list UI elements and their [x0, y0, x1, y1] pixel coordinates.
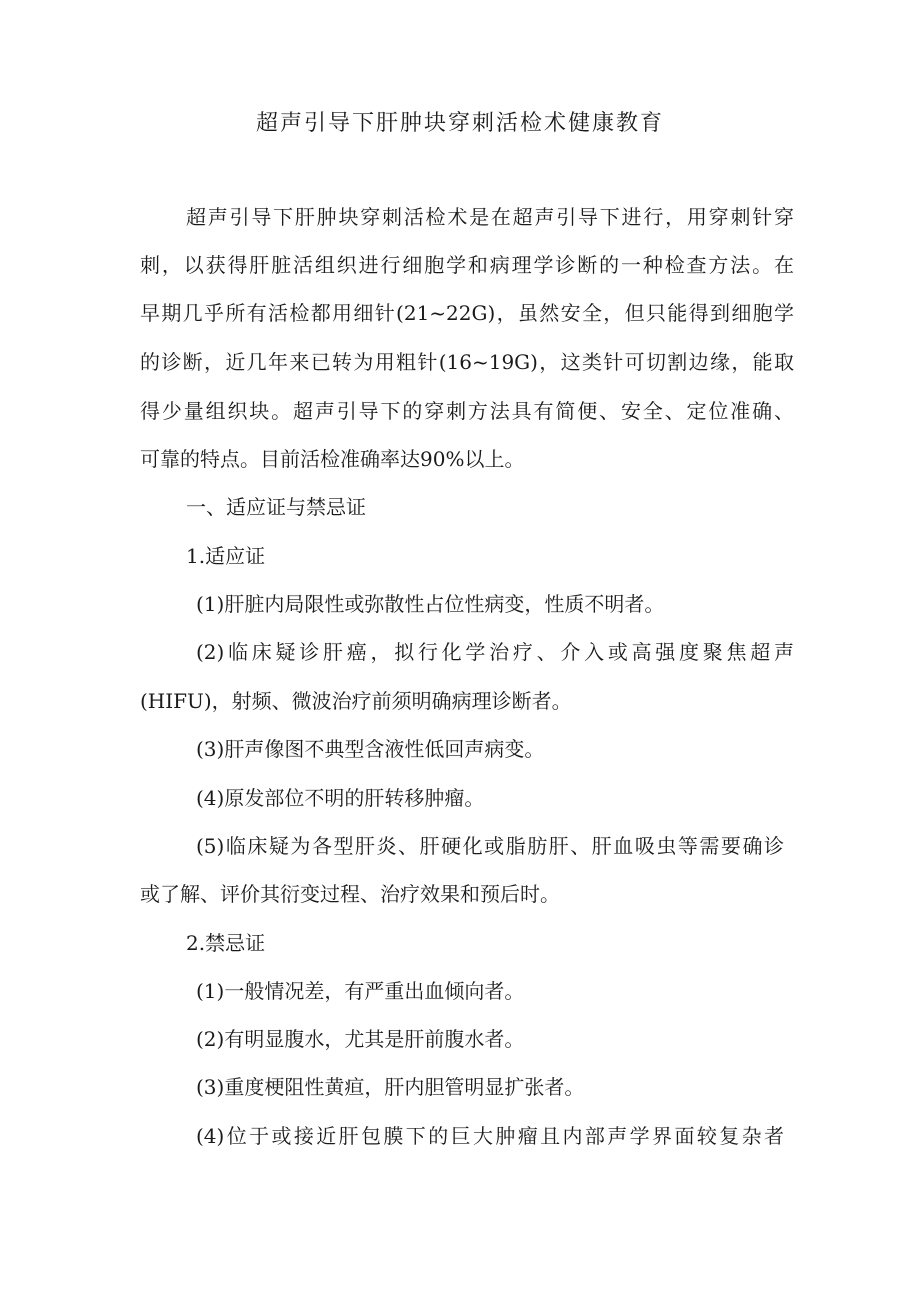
contraindication-item-3: (3)重度梗阻性黄疸，肝内胆管明显扩张者。 [196, 1075, 585, 1099]
section-heading: 一、适应证与禁忌证 [186, 495, 366, 519]
indications-heading: 1.适应证 [186, 544, 266, 568]
contraindication-item-2: (2)有明显腹水，尤其是肝前腹水者。 [196, 1027, 525, 1051]
intro-line-3: 早期几乎所有活检都用细针(21~22G)，虽然安全，但只能得到细胞学 [140, 301, 794, 325]
intro-line-1: 超声引导下肝肿块穿刺活检术是在超声引导下进行，用穿刺针穿 [186, 205, 794, 229]
indication-item-5-line-1: (5)临床疑为各型肝炎、肝硬化或脂肪肝、肝血吸虫等需要确诊 [196, 834, 784, 858]
contraindications-heading: 2.禁忌证 [186, 931, 266, 955]
contraindication-item-1: (1)一般情况差，有严重出血倾向者。 [196, 979, 525, 1003]
intro-line-6: 可靠的特点。目前活检准确率达90%以上。 [140, 447, 525, 471]
contraindication-item-4: (4)位于或接近肝包膜下的巨大肿瘤且内部声学界面较复杂者 [196, 1124, 784, 1148]
indication-item-2-line-2: (HIFU)，射频、微波治疗前须明确病理诊断者。 [140, 689, 572, 713]
intro-line-2: 刺，以获得肝脏活组织进行细胞学和病理学诊断的一种检查方法。在 [140, 253, 794, 277]
indication-item-2-line-1: (2)临床疑诊肝癌，拟行化学治疗、介入或高强度聚焦超声 [196, 640, 794, 664]
indication-item-5-line-2: 或了解、评价其衍变过程、治疗效果和预后时。 [140, 882, 560, 906]
intro-line-4: 的诊断，近几年来已转为用粗针(16~19G)，这类针可切割边缘，能取 [140, 350, 794, 374]
indication-item-3: (3)肝声像图不典型含液性低回声病变。 [196, 737, 545, 761]
indication-item-1: (1)肝脏内局限性或弥散性占位性病变，性质不明者。 [196, 592, 665, 616]
intro-line-5: 得少量组织块。超声引导下的穿刺方法具有简便、安全、定位准确、 [140, 399, 794, 423]
document-title: 超声引导下肝肿块穿刺活检术健康教育 [255, 111, 664, 136]
indication-item-4: (4)原发部位不明的肝转移肿瘤。 [196, 786, 485, 810]
